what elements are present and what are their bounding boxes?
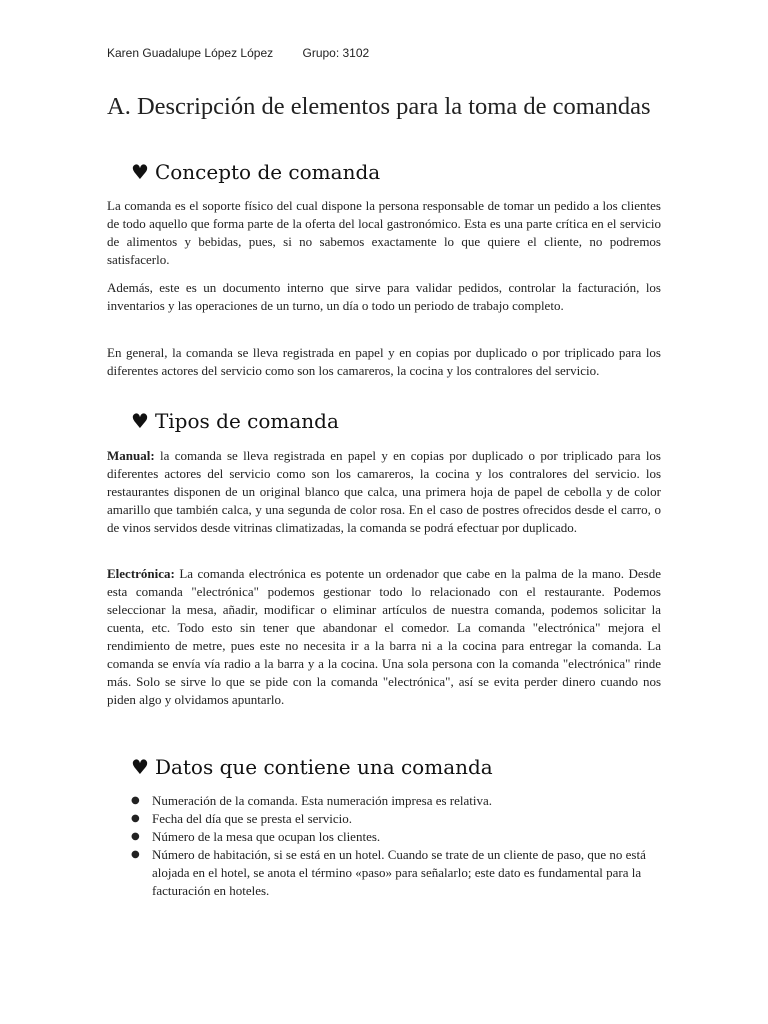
section-heading-datos <box>131 755 493 779</box>
paragraph: La comanda es el soporte físico del cual dispone la persona responsable de tomar un pedido a los clientes de todo aquello que forma parte de la oferta del local gastronómico. Esta es una parte crítica en el servicio de alimentos y bebidas, pues, si no sabemos exactamente lo que quiere el cliente, no podremos satisfacerlo. <box>107 198 661 267</box>
list-item <box>107 828 661 846</box>
list-item <box>107 846 661 900</box>
paragraph: En general, la comanda se lleva registrada en papel y en copias por duplicado o por triplicado para los diferentes actores del servicio como son los camareros, la cocina y los contralores del servicio. <box>107 345 661 378</box>
list-item-text: Numeración de la comanda. Esta numeración impresa es relativa. <box>152 793 493 808</box>
paragraph-electronica <box>107 565 661 709</box>
paragraph-manual <box>107 447 661 537</box>
section-heading-text: Concepto de comanda <box>154 160 381 184</box>
manual-label: Manual: <box>107 448 155 463</box>
manual-text: la comanda se lleva registrada en papel y en copias por duplicado o por triplicado para los diferentes actores del servicio como son los camareros, la cocina y los contralores del servicio. los restaurantes disponen de un original blanco que calca, una primera hoja de papel de cebolla y de color amarillo que también calca, y una segunda de color rosa. En el caso de postres ofrecidos desde el carro, o de vinos servidos desde vitrinas climatizadas, la comanda se podrá efectuar por duplicado. <box>107 448 661 535</box>
list-item-text: Fecha del día que se presta el servicio. <box>152 811 352 826</box>
bullet-dot-icon: ● <box>131 831 140 842</box>
list-item-text: Número de habitación, si se está en un hotel. Cuando se trate de un cliente de paso, que no está alojada en el hotel, se anota el término «paso» para señalarlo; este dato es fundamental para la facturación en hoteles. <box>152 847 646 898</box>
section-heading-concepto <box>131 160 380 184</box>
section-heading-text: Datos que contiene una comanda <box>154 755 493 779</box>
heart-bullet-icon: ♥ <box>131 409 149 433</box>
list-item <box>107 792 661 810</box>
document-title: A. Descripción de elementos para la toma de comandas <box>107 93 651 120</box>
bullet-dot-icon: ● <box>131 813 140 824</box>
heart-bullet-icon: ♥ <box>131 755 149 779</box>
electronica-label: Electrónica: <box>107 566 175 581</box>
section-heading-text: Tipos de comanda <box>154 409 339 433</box>
page-header <box>107 46 369 60</box>
list-item-text: Número de la mesa que ocupan los clientes. <box>152 829 381 844</box>
section-heading-tipos <box>131 409 339 433</box>
group-number: Grupo: 3102 <box>302 46 370 60</box>
bullet-dot-icon: ● <box>131 795 140 806</box>
bullet-dot-icon: ● <box>131 849 140 860</box>
data-list <box>107 792 661 900</box>
heart-bullet-icon: ♥ <box>131 160 149 184</box>
paragraph: Además, este es un documento interno que sirve para validar pedidos, controlar la facturación, los inventarios y las operaciones de un turno, un día o todo un periodo de trabajo completo. <box>107 280 661 313</box>
list-item <box>107 810 661 828</box>
author-name: Karen Guadalupe López López <box>107 46 274 60</box>
electronica-text: La comanda electrónica es potente un ordenador que cabe en la palma de la mano. Desde esta comanda "electrónica" podemos gestionar todo lo relacionado con el restaurante. Podemos seleccionar la mesa, añadir, modificar o eliminar artículos de nuestra comanda, podemos solicitar la cuenta, etc. Todo esto sin tener que abandonar el comedor. La comanda "electrónica" mejora el rendimiento de metre, pues este no necesita ir a la barra ni a la cocina para entregar la comanda. La comanda se envía vía radio a la barra y a la cocina. Una sola persona con la comanda "electrónica" rinde más. Solo se sirve lo que se pide con la comanda "electrónica", así se evita perder dinero cuando nos piden algo y olvidamos apuntarlo. <box>107 566 661 707</box>
